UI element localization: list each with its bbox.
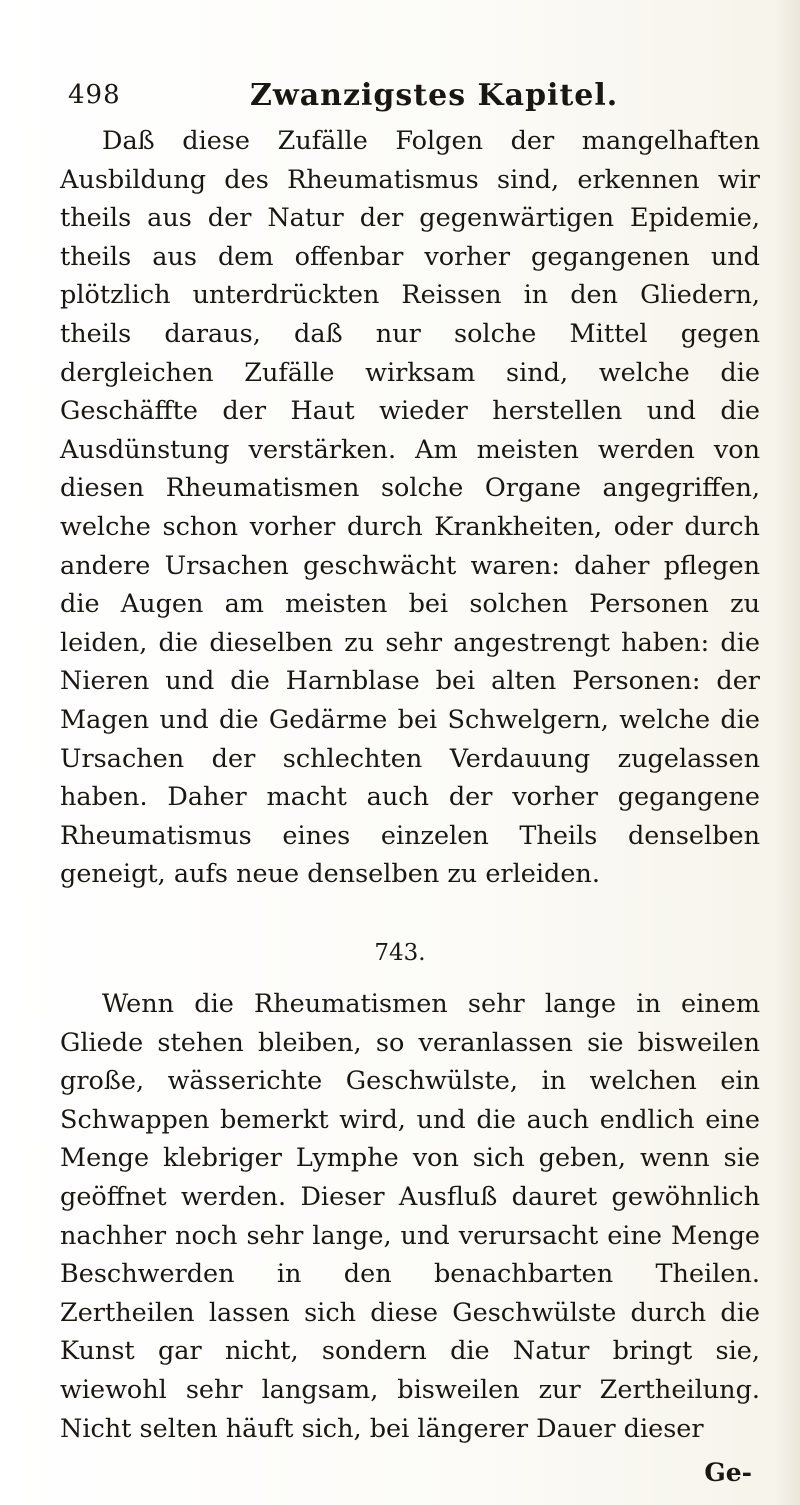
page-header [0, 78, 800, 118]
paragraph-1: Daß diese Zufälle Folgen der mangelhaften Ausbildung des Rheumatismus sind, erkennen wir theils aus der Natur der gegenwärtigen Epidemie, theils aus dem offenbar vorher gegangenen und plötzlich unterdrückten Reissen in den Gliedern, theils daraus, daß nur solche Mittel gegen dergleichen Zufälle wirksam sind, welche die Geschäffte der Haut wieder herstellen und die Ausdünstung verstärken. Am meisten werden von diesen Rheumatismen solche Organe angegriffen, welche schon vorher durch Krankheiten, oder durch andere Ursachen geschwächt waren: daher pflegen die Augen am meisten bei solchen Personen zu leiden, die dieselben zu sehr angestrengt haben: die Nieren und die Harnblase bei alten Personen: der Magen und die Gedärme bei Schwelgern, welche die Ursachen der schlechten Verdauung zugelassen haben. Daher macht auch der vorher gegangene Rheumatismus eines einzelen Theils denselben geneigt, aufs neue denselben zu erleiden. [60, 126, 760, 890]
paragraph-2: Wenn die Rheumatismen sehr lange in einem Gliede stehen bleiben, so veranlassen sie bisweilen große, wässerichte Geschwülste, in welchen ein Schwappen bemerkt wird, und die auch endlich eine Menge klebriger Lymphe von sich geben, wenn sie geöffnet werden. Dieser Ausfluß dauret gewöhnlich nachher noch sehr lange, und verursacht eine Menge Beschwerden in den benachbarten Theilen. Zertheilen lassen sich diese Geschwülste durch die Kunst gar nicht, sondern die Natur bringt sie, wiewohl sehr langsam, bisweilen zur Zertheilung. Nicht selten häuft sich, bei längerer Dauer dieser [60, 989, 760, 1444]
catchword: Ge- [704, 1458, 752, 1487]
page-edge-shadow [776, 0, 800, 1505]
page-number: 498 [68, 80, 121, 110]
running-head: Zwanzigstes Kapitel. [250, 78, 619, 113]
section-number: 743. [374, 940, 426, 966]
